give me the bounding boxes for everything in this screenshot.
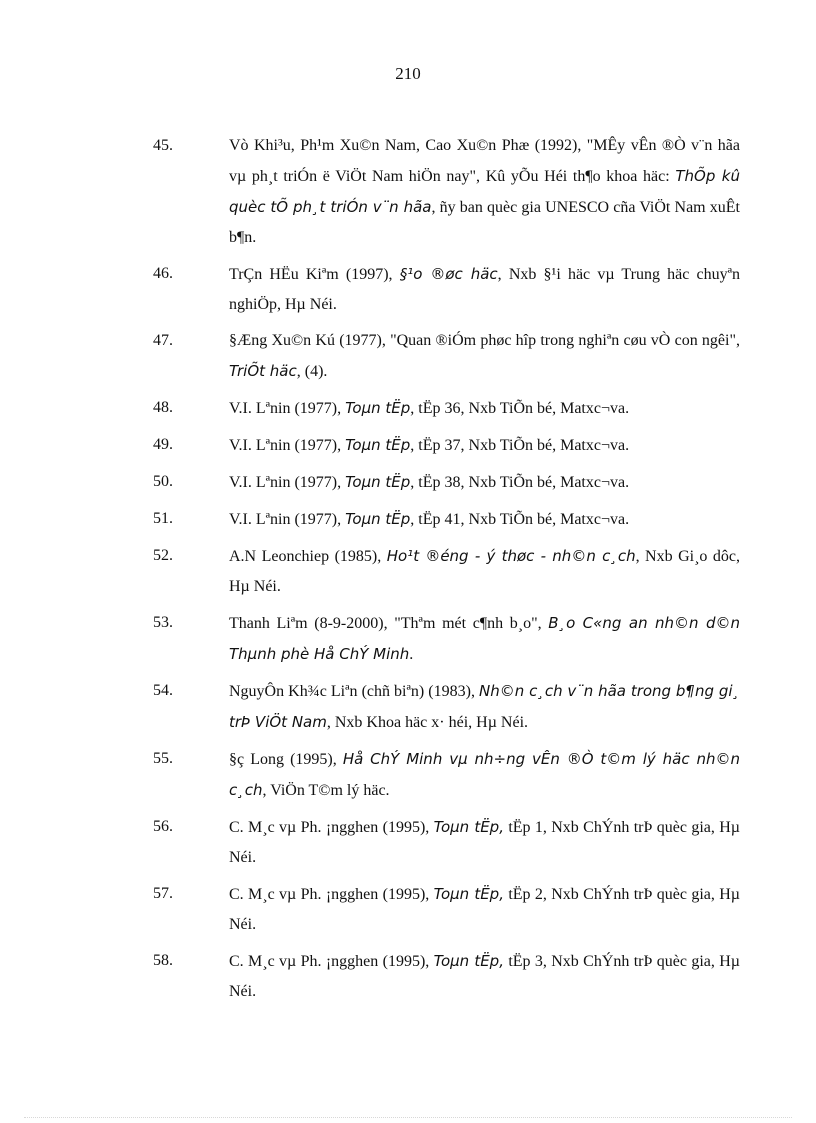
reference-text <box>229 393 740 424</box>
reference-item <box>150 744 740 806</box>
reference-item <box>150 326 740 387</box>
reference-number: 55. <box>153 750 173 767</box>
reference-item <box>150 541 740 602</box>
reference-number: 47. <box>153 332 173 349</box>
reference-title: Toµn tËp, <box>433 818 504 836</box>
reference-text <box>229 131 740 253</box>
reference-segment: , Nxb Gi¸o dôc, Hµ Néi. <box>229 548 740 595</box>
reference-segment: , tËp 37, Nxb TiÕn bé, Matxc¬va. <box>410 437 630 454</box>
reference-number: 51. <box>153 510 173 527</box>
reference-title: B¸o C«ng an nh©n d©n Thµnh phè Hå ChÝ Minh <box>229 614 740 663</box>
reference-text <box>229 744 740 806</box>
reference-segment: . <box>409 646 414 663</box>
reference-number: 53. <box>153 614 173 631</box>
reference-text <box>229 541 740 602</box>
reference-item <box>150 131 740 253</box>
reference-item <box>150 812 740 873</box>
reference-item <box>150 504 740 535</box>
reference-segment: , Nxb Khoa häc x· héi, Hµ Néi. <box>326 714 529 731</box>
reference-title: Toµn tËp, <box>433 885 504 903</box>
reference-segment: TrÇn HËu Kiªm (1997), <box>229 266 400 283</box>
reference-text <box>229 259 740 320</box>
reference-text <box>229 812 740 873</box>
reference-segment: tËp 2, Nxb ChÝnh trÞ quèc gia, Hµ Néi. <box>229 886 740 933</box>
reference-title: Toµn tËp <box>345 473 411 491</box>
reference-segment: , ViÖn T©m lý häc. <box>262 782 390 799</box>
page-bottom-divider <box>24 1117 792 1118</box>
reference-text <box>229 946 740 1007</box>
reference-item <box>150 946 740 1007</box>
reference-text <box>229 504 740 535</box>
reference-segment: , ñy ban quèc gia UNESCO cña ViÖt Nam xuÊt b¶n. <box>229 199 740 246</box>
reference-title: Toµn tËp, <box>433 952 504 970</box>
reference-segment: A.N Leonchiep (1985), <box>229 548 387 565</box>
reference-title: ThÕp kû quèc tÕ ph¸t triÓn v¨n hãa <box>229 167 740 216</box>
reference-segment: , tËp 38, Nxb TiÕn bé, Matxc¬va. <box>410 474 630 491</box>
reference-text <box>229 326 740 387</box>
reference-segment: C. M¸c vµ Ph. ¡ngghen (1995), <box>229 953 434 970</box>
reference-number: 54. <box>153 682 173 699</box>
reference-item <box>150 676 740 738</box>
reference-title: Toµn tËp <box>345 436 411 454</box>
reference-segment: C. M¸c vµ Ph. ¡ngghen (1995), <box>229 886 434 903</box>
reference-title: TriÕt häc <box>229 362 297 380</box>
reference-segment: V.I. Lªnin (1977), <box>229 474 346 491</box>
reference-number: 52. <box>153 547 173 564</box>
reference-number: 49. <box>153 436 173 453</box>
reference-number: 46. <box>153 265 173 282</box>
reference-segment: tËp 3, Nxb ChÝnh trÞ quèc gia, Hµ Néi. <box>229 953 740 1000</box>
reference-text <box>229 608 740 670</box>
reference-segment: , tËp 41, Nxb TiÕn bé, Matxc¬va. <box>410 511 630 528</box>
reference-number: 57. <box>153 885 173 902</box>
reference-segment: §ç Long (1995), <box>229 751 343 768</box>
reference-list <box>150 131 740 1013</box>
reference-text <box>229 430 740 461</box>
reference-title: Toµn tËp <box>345 510 411 528</box>
reference-number: 58. <box>153 952 173 969</box>
reference-item <box>150 259 740 320</box>
reference-segment: , (4). <box>296 363 328 380</box>
reference-title: Toµn tËp <box>345 399 411 417</box>
reference-segment: §Æng Xu©n Kú (1977), "Quan ®iÓm phøc hîp trong nghiªn cøu vÒ con ngêi", <box>229 332 740 349</box>
reference-number: 50. <box>153 473 173 490</box>
reference-title: §¹o ®øc häc <box>399 265 498 283</box>
reference-segment: , Nxb §¹i häc vµ Trung häc chuyªn nghiÖp, Hµ Néi. <box>229 266 740 313</box>
reference-item <box>150 879 740 940</box>
page-number: 210 <box>395 64 421 83</box>
reference-title: Nh©n c¸ch v¨n hãa trong b¶ng gi¸ trÞ ViÖt Nam <box>229 682 741 731</box>
reference-number: 45. <box>153 137 173 154</box>
reference-title: Hå ChÝ Minh vµ nh÷ng vÊn ®Ò t©m lý häc nh©n c¸ch <box>229 750 740 799</box>
reference-segment: Vò Khi³u, Ph¹m Xu©n Nam, Cao Xu©n Phæ (1992), "MÊy vÊn ®Ò v¨n hãa vµ ph¸t triÓn ë ViÖt Nam hiÖn nay", Kû yÕu Héi th¶o khoa häc: <box>229 137 740 185</box>
reference-text <box>229 467 740 498</box>
reference-segment: V.I. Lªnin (1977), <box>229 437 346 454</box>
reference-item <box>150 608 740 670</box>
reference-segment: Thanh Liªm (8-9-2000), "Thªm mét c¶nh b¸o", <box>229 615 549 632</box>
reference-segment: NguyÔn Kh¾c Liªn (chñ biªn) (1983), <box>229 683 480 700</box>
reference-segment: C. M¸c vµ Ph. ¡ngghen (1995), <box>229 819 434 836</box>
reference-item <box>150 430 740 461</box>
reference-item <box>150 393 740 424</box>
reference-item <box>150 467 740 498</box>
reference-segment: , tËp 36, Nxb TiÕn bé, Matxc¬va. <box>410 400 630 417</box>
reference-title: Ho¹t ®éng - ý thøc - nh©n c¸ch <box>386 547 636 565</box>
reference-segment: tËp 1, Nxb ChÝnh trÞ quèc gia, Hµ Néi. <box>229 819 740 866</box>
reference-segment: V.I. Lªnin (1977), <box>229 511 346 528</box>
reference-text <box>229 879 740 940</box>
reference-segment: V.I. Lªnin (1977), <box>229 400 346 417</box>
reference-text <box>229 676 740 738</box>
reference-number: 48. <box>153 399 173 416</box>
reference-number: 56. <box>153 818 173 835</box>
